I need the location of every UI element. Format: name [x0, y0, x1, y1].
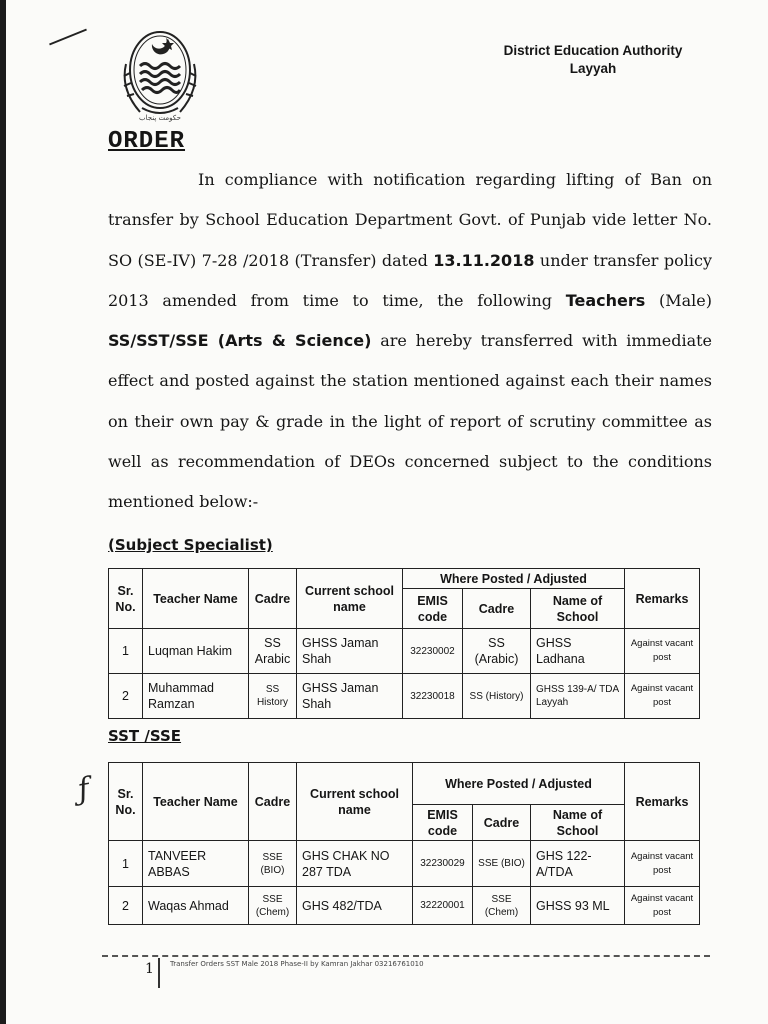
header-current-school: Current school name — [297, 569, 403, 629]
cadres-label: SS/SST/SSE (Arts & Science) — [108, 331, 372, 351]
body-text-2: under transfer policy 2013 amended from time to time, the following — [108, 250, 712, 310]
header-posted-cadre: Cadre — [463, 589, 531, 629]
order-date: 13.11.2018 — [433, 250, 535, 270]
footer-caption: Transfer Orders SST Male 2018 Phase-II by Kamran Jakhar 03216761010 — [170, 960, 424, 968]
header-teacher-name: Teacher Name — [143, 569, 249, 629]
header-emis-code: EMIS code — [403, 589, 463, 629]
scan-edge — [0, 0, 6, 1024]
subject-specialist-table — [108, 568, 700, 719]
header-cadre: Cadre — [249, 763, 297, 841]
cell-remarks: Against vacant post — [625, 887, 700, 925]
header-remarks: Remarks — [625, 763, 700, 841]
issuing-authority — [488, 42, 698, 78]
table-row — [109, 841, 700, 887]
teachers-label: Teachers — [565, 290, 646, 310]
header-remarks: Remarks — [625, 569, 700, 629]
cell-emis-code: 32220001 — [413, 887, 473, 925]
cell-posted-cadre: SS (Arabic) — [463, 629, 531, 674]
header-current-school: Current school name — [297, 763, 413, 841]
cell-cadre: SS History — [249, 674, 297, 719]
authority-district: Layyah — [569, 61, 617, 76]
cell-school-name: GHSS 93 ML — [531, 887, 625, 925]
cell-current-school: GHSS Jaman Shah — [297, 674, 403, 719]
order-body-paragraph — [108, 160, 712, 523]
cell-current-school: GHSS Jaman Shah — [297, 629, 403, 674]
header-cadre: Cadre — [249, 569, 297, 629]
header-where-posted: Where Posted / Adjusted — [403, 569, 625, 589]
body-text-4: are hereby transferred with immediate effect and posted against the station mentioned against each their names on their own pay & grade in the light of report of scrutiny committee as well as recommendation of DEOs concerned subject to the conditions mentioned below:- — [108, 331, 713, 512]
header-posted-cadre: Cadre — [473, 805, 531, 841]
pen-tick-mark — [49, 29, 87, 46]
header-teacher-name: Teacher Name — [143, 763, 249, 841]
cell-sr: 1 — [109, 629, 143, 674]
cell-teacher-name: TANVEER ABBAS — [143, 841, 249, 887]
table-row — [109, 674, 700, 719]
header-school-name: Name of School — [531, 589, 625, 629]
section-heading-subject-specialist: (Subject Specialist) — [108, 536, 273, 554]
header-sr-no: Sr. No. — [109, 569, 143, 629]
footer-bar — [158, 958, 160, 988]
cell-cadre: SSE (Chem) — [249, 887, 297, 925]
cell-sr: 2 — [109, 887, 143, 925]
cell-cadre: SS Arabic — [249, 629, 297, 674]
cell-remarks: Against vacant post — [625, 841, 700, 887]
handwritten-margin-mark: ƒ — [75, 771, 93, 808]
cell-current-school: GHS CHAK NO 287 TDA — [297, 841, 413, 887]
footer-divider — [102, 955, 710, 957]
cell-remarks: Against vacant post — [625, 674, 700, 719]
header-where-posted: Where Posted / Adjusted — [413, 763, 625, 805]
authority-name: District Education Authority — [503, 43, 683, 58]
cell-sr: 2 — [109, 674, 143, 719]
order-title: ORDER — [108, 128, 186, 155]
cell-teacher-name: Muhammad Ramzan — [143, 674, 249, 719]
cell-sr: 1 — [109, 841, 143, 887]
cell-remarks: Against vacant post — [625, 629, 700, 674]
cell-school-name: GHSS 139-A/ TDA Layyah — [531, 674, 625, 719]
cell-school-name: GHS 122-A/TDA — [531, 841, 625, 887]
table-row — [109, 887, 700, 925]
table-row — [109, 629, 700, 674]
cell-cadre: SSE (BIO) — [249, 841, 297, 887]
cell-emis-code: 32230029 — [413, 841, 473, 887]
cell-emis-code: 32230002 — [403, 629, 463, 674]
cell-posted-cadre: SS (History) — [463, 674, 531, 719]
cell-posted-cadre: SSE (Chem) — [473, 887, 531, 925]
sst-sse-table — [108, 762, 700, 925]
section-heading-sst-sse: SST /SSE — [108, 727, 182, 745]
header-sr-no: Sr. No. — [109, 763, 143, 841]
punjab-government-emblem-icon — [112, 24, 208, 128]
body-text-1: In compliance with notification regarding lifting of Ban on transfer by School Education Department Govt. of Punjab vide letter No. SO (SE-IV) 7-28 /2018 (Transfer) dated — [108, 170, 712, 270]
body-text-3: (Male) — [645, 290, 712, 310]
header-school-name: Name of School — [531, 805, 625, 841]
cell-teacher-name: Waqas Ahmad — [143, 887, 249, 925]
cell-emis-code: 32230018 — [403, 674, 463, 719]
header-emis-code: EMIS code — [413, 805, 473, 841]
cell-posted-cadre: SSE (BIO) — [473, 841, 531, 887]
page-number: 1 — [145, 961, 154, 977]
cell-teacher-name: Luqman Hakim — [143, 629, 249, 674]
cell-current-school: GHS 482/TDA — [297, 887, 413, 925]
emblem-caption: حکومت پنجاب — [139, 114, 181, 122]
cell-school-name: GHSS Ladhana — [531, 629, 625, 674]
